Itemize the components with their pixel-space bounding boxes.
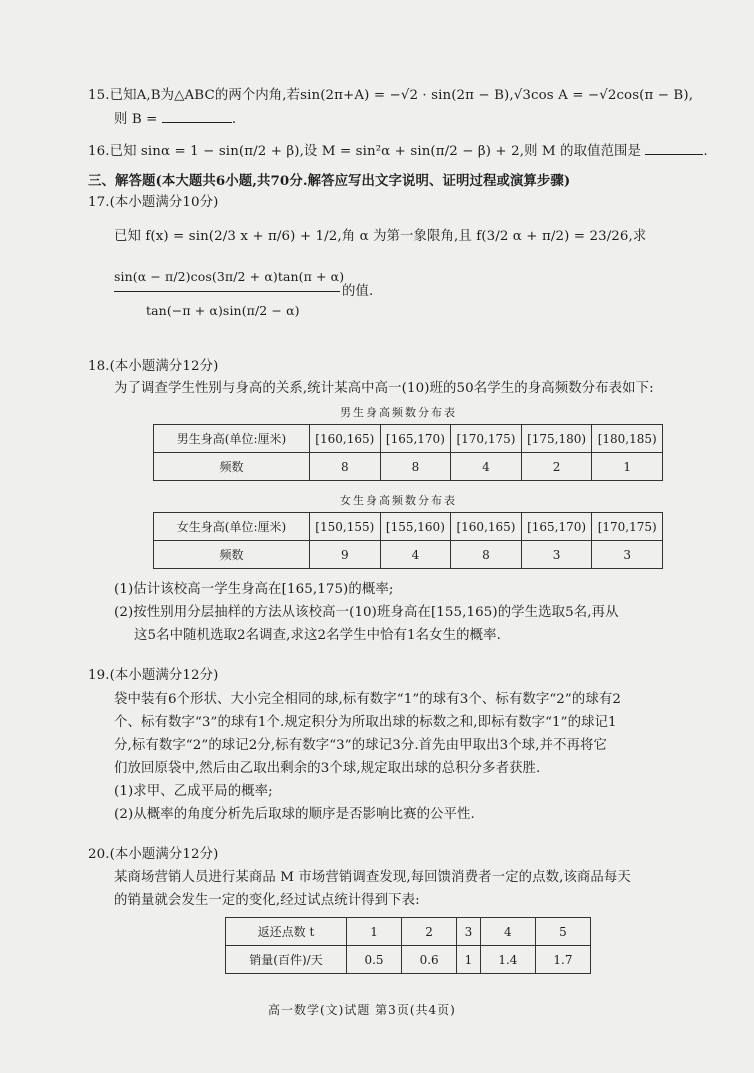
male-freq-label: 频数	[154, 453, 310, 481]
sales-4: 1.4	[480, 946, 535, 974]
q17-given: 已知 f(x) = sin(2/3 x + π/6) + 1/2,角 α 为第一象限角,且 f(3/2 α + π/2) = 23/26,求	[114, 229, 647, 244]
female-freq-1: 9	[310, 541, 381, 569]
male-freq-5: 1	[592, 453, 663, 481]
table-row	[226, 946, 591, 974]
female-freq-5: 3	[592, 541, 663, 569]
table-row	[154, 513, 663, 541]
q15-answer-blank	[162, 110, 232, 123]
female-interval-5: [170,175)	[592, 513, 663, 541]
q20-line2: 的销量就会发生一定的变化,经过试点统计得到下表:	[114, 893, 420, 908]
q17-fraction-bar	[114, 291, 340, 292]
male-table-caption: 男生身高频数分布表	[340, 406, 457, 419]
q18-part1: (1)估计该校高一学生身高在[165,175)的概率;	[114, 582, 394, 597]
points-1: 1	[347, 918, 402, 946]
q18-intro: 为了调查学生性别与身高的关系,统计某高中高一(10)班的50名学生的身高频数分布表如下:	[114, 381, 654, 396]
page-footer: 高一数学(文)试题 第3页(共4页)	[268, 1003, 456, 1017]
male-freq-4: 2	[521, 453, 592, 481]
male-height-table	[153, 424, 663, 481]
male-freq-3: 4	[451, 453, 522, 481]
q17-denominator: tan(−π + α)sin(π/2 − α)	[146, 303, 300, 318]
female-freq-2: 4	[380, 541, 451, 569]
q19-line1: 袋中装有6个形状、大小完全相同的球,标有数字“1”的球有3个、标有数字“2”的球有2	[114, 692, 621, 707]
q18-part2-line1: (2)按性别用分层抽样的方法从该校高一(10)班身高在[155,165)的学生选取5名,再从	[114, 605, 619, 620]
female-height-table	[153, 512, 663, 569]
table-row	[154, 425, 663, 453]
female-freq-4: 3	[521, 541, 592, 569]
q19-part2: (2)从概率的角度分析先后取球的顺序是否影响比赛的公平性.	[114, 807, 475, 822]
table-row	[154, 453, 663, 481]
table-row	[226, 918, 591, 946]
q15-answer-prefix: 则 B =	[114, 112, 158, 127]
female-interval-2: [155,160)	[380, 513, 451, 541]
sales-1: 0.5	[347, 946, 402, 974]
points-sales-table	[225, 917, 591, 974]
female-interval-1: [150,155)	[310, 513, 381, 541]
q16-answer-blank	[645, 142, 703, 155]
female-header-cell: 女生身高(单位:厘米)	[154, 513, 310, 541]
section-3-heading: 三、解答题(本大题共6小题,共70分.解答应写出文字说明、证明过程或演算步骤)	[88, 173, 571, 189]
sales-3: 1	[457, 946, 481, 974]
male-header-cell: 男生身高(单位:厘米)	[154, 425, 310, 453]
q19-line2: 个、标有数字“3”的球有1个.规定积分为所取出球的标数之和,即标有数字“1”的球记1	[114, 715, 617, 730]
male-interval-5: [180,185)	[592, 425, 663, 453]
sales-2: 0.6	[402, 946, 457, 974]
sales-label: 销量(百件)/天	[226, 946, 347, 974]
female-freq-label: 频数	[154, 541, 310, 569]
points-4: 4	[480, 918, 535, 946]
sales-5: 1.7	[535, 946, 590, 974]
male-interval-4: [175,180)	[521, 425, 592, 453]
q16-line: 16.已知 sinα = 1 − sin(π/2 + β),设 M = sin²α + sin(π/2 − β) + 2,则 M 的取值范围是 .	[88, 144, 708, 159]
q18-part2-line2: 这5名中随机选取2名调查,求这2名学生中恰有1名女生的概率.	[134, 628, 501, 643]
points-label: 返还点数 t	[226, 918, 347, 946]
q16-text: 16.已知 sinα = 1 − sin(π/2 + β),设 M = sin²α + sin(π/2 − β) + 2,则 M 的取值范围是	[88, 144, 642, 159]
q15-line2: 则 B = .	[114, 112, 237, 127]
q17-numerator: sin(α − π/2)cos(3π/2 + α)tan(π + α)	[114, 269, 345, 284]
q20-line1: 某商场营销人员进行某商品 M 市场营销调查发现,每回馈消费者一定的点数,该商品每天	[114, 870, 631, 885]
table-row	[154, 541, 663, 569]
q20-heading: 20.(本小题满分12分)	[88, 847, 219, 862]
q18-heading: 18.(本小题满分12分)	[88, 359, 219, 374]
female-interval-3: [160,165)	[451, 513, 522, 541]
male-interval-2: [165,170)	[380, 425, 451, 453]
q19-part1: (1)求甲、乙成平局的概率;	[114, 784, 273, 799]
male-interval-1: [160,165)	[310, 425, 381, 453]
q15-line1: 15.已知A,B为△ABC的两个内角,若sin(2π+A) = −√2 · sin(2π − B),√3cos A = −√2cos(π − B),	[88, 88, 694, 103]
male-freq-1: 8	[310, 453, 381, 481]
q19-heading: 19.(本小题满分12分)	[88, 668, 219, 683]
male-freq-2: 8	[380, 453, 451, 481]
points-3: 3	[457, 918, 481, 946]
female-freq-3: 8	[451, 541, 522, 569]
q19-line4: 们放回原袋中,然后由乙取出剩余的3个球,规定取出球的总积分多者获胜.	[114, 761, 541, 776]
male-interval-3: [170,175)	[451, 425, 522, 453]
points-2: 2	[402, 918, 457, 946]
female-interval-4: [165,170)	[521, 513, 592, 541]
q17-heading: 17.(本小题满分10分)	[88, 195, 219, 210]
q17-suffix: 的值.	[342, 284, 374, 299]
female-table-caption: 女生身高频数分布表	[340, 494, 457, 507]
q19-line3: 分,标有数字“2”的球记2分,标有数字“3”的球记3分.首先由甲取出3个球,并不再将它	[114, 738, 608, 753]
points-5: 5	[535, 918, 590, 946]
